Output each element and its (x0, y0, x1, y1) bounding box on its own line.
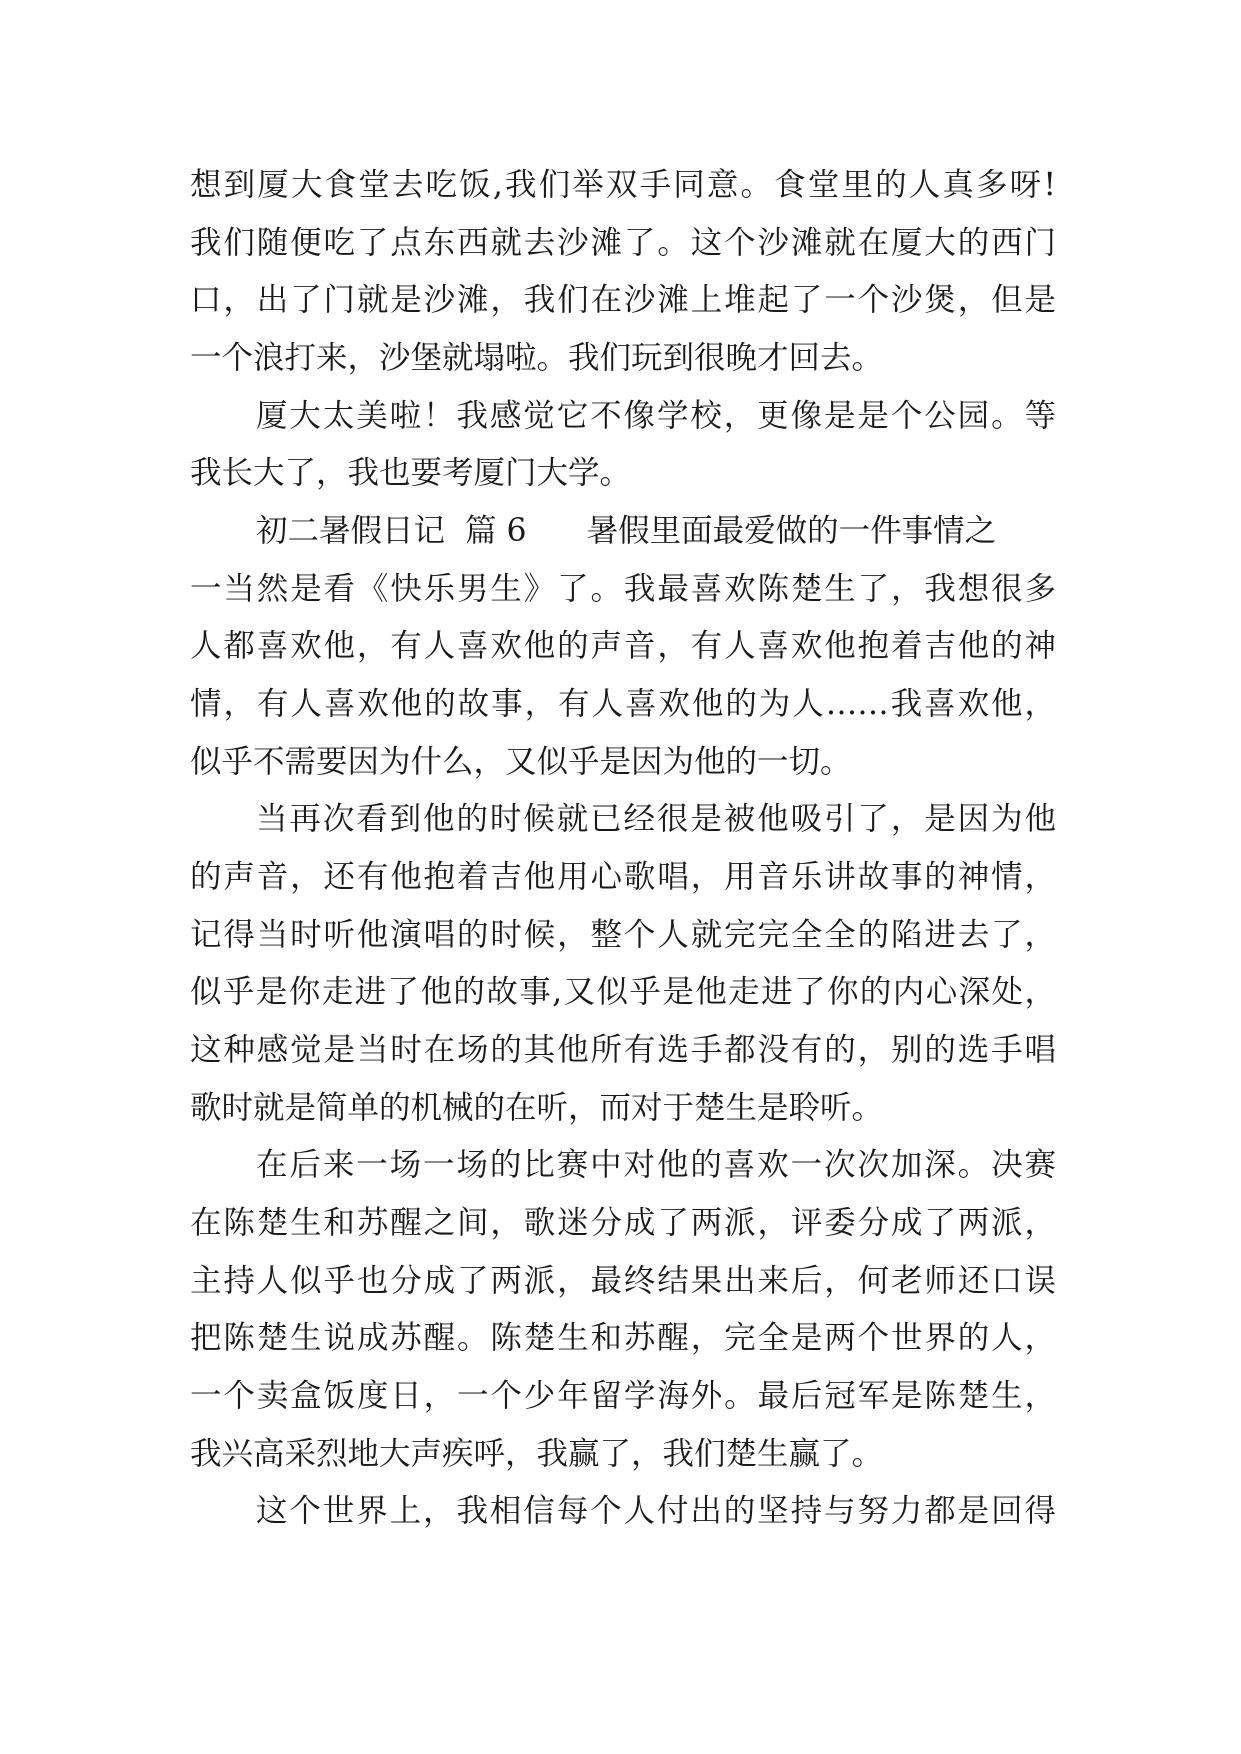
text-line: 一当然是看《快乐男生》了。我最喜欢陈楚生了，我想很多 (190, 571, 1056, 607)
text-line: 想到厦大食堂去吃饭,我们举双手同意。食堂里的人真多呀! (190, 167, 1056, 203)
text-line: 似乎不需要因为什么，又似乎是因为他的一切。 (190, 744, 852, 780)
paragraph-first-line: 当再次看到他的时候就已经很是被他吸引了，是因为他 (256, 801, 1056, 837)
text-line: 口，出了门就是沙滩，我们在沙滩上堆起了一个沙煲，但是 (190, 282, 1056, 318)
text-line: 我长大了，我也要考厦门大学。 (190, 455, 632, 491)
text-line: 人都喜欢他，有人喜欢他的声音，有人喜欢他抱着吉他的神 (190, 628, 1056, 664)
text-line: 我们随便吃了点东西就去沙滩了。这个沙滩就在厦大的西门 (190, 225, 1056, 261)
paragraph-first-line: 这个世界上，我相信每个人付出的坚持与努力都是回得 (256, 1493, 1056, 1529)
paragraph-first-line: 厦大太美啦！我感觉它不像学校，更像是是个公园。等 (256, 398, 1056, 434)
text-line: 把陈楚生说成苏醒。陈楚生和苏醒，完全是两个世界的人， (190, 1320, 1056, 1356)
text-line: 一个卖盒饭度日，一个少年留学海外。最后冠军是陈楚生， (190, 1378, 1056, 1414)
text-line: 主持人似乎也分成了两派，最终结果出来后，何老师还口误 (190, 1263, 1056, 1299)
text-line: 歌时就是简单的机械的在听，而对于楚生是聆听。 (190, 1090, 884, 1126)
text-line: 记得当时听他演唱的时候，整个人就完完全全的陷进去了， (190, 917, 1056, 953)
section-heading-line: 初二暑假日记 篇 6 暑假里面最爱做的一件事情之 (256, 513, 997, 549)
text-line: 情，有人喜欢他的故事，有人喜欢他的为人……我喜欢他， (190, 686, 1056, 722)
text-line: 我兴高采烈地大声疾呼，我赢了，我们楚生赢了。 (190, 1436, 884, 1472)
text-line: 一个浪打来，沙堡就塌啦。我们玩到很晚才回去。 (190, 340, 884, 376)
text-line: 在陈楚生和苏醒之间，歌迷分成了两派，评委分成了两派， (190, 1205, 1056, 1241)
paragraph-first-line: 在后来一场一场的比赛中对他的喜欢一次次加深。决赛 (256, 1147, 1056, 1183)
text-line: 的声音，还有他抱着吉他用心歌唱，用音乐讲故事的神情， (190, 859, 1056, 895)
text-line: 这种感觉是当时在场的其他所有选手都没有的，别的选手唱 (190, 1032, 1056, 1068)
text-line: 似乎是你走进了他的故事,又似乎是他走进了你的内心深处， (190, 974, 1056, 1010)
